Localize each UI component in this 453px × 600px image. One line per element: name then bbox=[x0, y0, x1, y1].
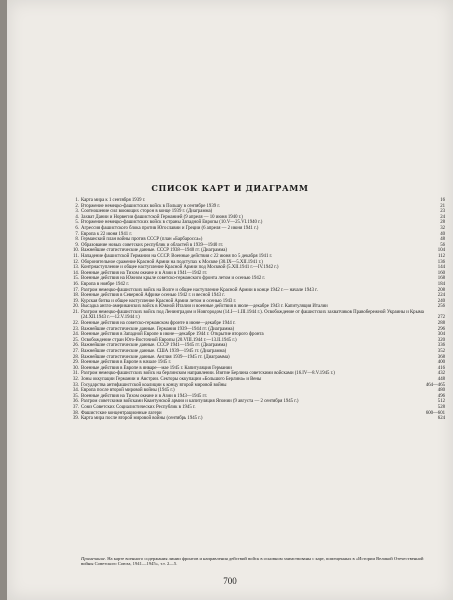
item-title: Зоны оккупации Германии и Австрии. Секторы оккупации «Большого Берлина» и Вены bbox=[81, 377, 262, 382]
item-page: 336 bbox=[437, 343, 445, 349]
item-page: 480 bbox=[437, 388, 445, 394]
item-number: 29. bbox=[73, 360, 79, 366]
item-title: Нападение фашистской Германии на СССР. Военные действия с 22 июня по 5 декабря 1941 г. bbox=[81, 253, 273, 259]
item-title: Образование новых советских республик и областей в 1939—1940 гг. bbox=[81, 242, 224, 248]
item-title: Европа после второй мировой войны (1945 г.) bbox=[81, 388, 175, 394]
item-title: Важнейшие статистические данные. СССР 1941—1945 гг. (Диаграмма) bbox=[81, 343, 227, 349]
item-title: Государства антифашистской коалиции к концу второй мировой войны bbox=[81, 382, 227, 388]
item-page: 304 bbox=[437, 332, 445, 338]
item-title: Европа в ноябре 1942 г. bbox=[81, 281, 130, 287]
item-title: Карта мира после второй мировой войны (сентябрь 1945 г.) bbox=[81, 416, 203, 422]
item-number: 28. bbox=[73, 354, 79, 360]
item-number: 17. bbox=[73, 287, 79, 293]
item-number: 23. bbox=[73, 326, 79, 332]
item-page: 21 bbox=[440, 203, 445, 209]
item-page: 288 bbox=[437, 321, 445, 327]
book-page bbox=[7, 0, 453, 600]
item-title: Германский план войны против СССР (план «Барбаросса») bbox=[81, 237, 203, 243]
item-page: 32 bbox=[440, 225, 445, 231]
item-number: 10. bbox=[73, 248, 79, 254]
item-title: Высадка англо-американских войск в Южной Италии и военные действия в июле—декабре 1943 г. Капитуляция Италии bbox=[81, 304, 328, 310]
item-page: 104 bbox=[437, 248, 445, 254]
item-title: Разгром немецко-фашистских войск на Волге и общее наступление Красной Армии в конце 1942 г.— начале 1943 г. bbox=[81, 287, 318, 293]
item-number: 6. bbox=[75, 225, 79, 231]
item-page: 240 bbox=[437, 298, 445, 304]
item-title: Контрнаступление и общее наступление Красной Армии под Москвой (5.XII.1941 г.—IV.1942 г.) bbox=[81, 265, 279, 271]
item-title: Разгром немецко-фашистских войск под Ленинградом и Новгородом (14.I—1.III.1944 г.). Освобождение от фашистских захватчиков Правобережной Украины и Крыма (24.XII.1943 г.—12.V.1944 г.) bbox=[81, 309, 424, 321]
item-number: 8. bbox=[75, 237, 79, 243]
item-page: 296 bbox=[437, 326, 445, 332]
item-page: 56 bbox=[440, 242, 445, 248]
item-page: 432 bbox=[437, 371, 445, 377]
list-heading: СПИСОК КАРТ И ДИАГРАММ bbox=[151, 183, 309, 193]
item-number: 25. bbox=[73, 337, 79, 343]
item-number: 5. bbox=[75, 220, 79, 226]
item-page: 48 bbox=[440, 237, 445, 243]
item-number: 30. bbox=[73, 365, 79, 371]
item-number: 9. bbox=[75, 242, 79, 248]
footnote bbox=[81, 556, 433, 567]
item-title: Союз Советских Социалистических Республик в 1945 г. bbox=[81, 404, 196, 410]
item-number: 2. bbox=[75, 203, 79, 209]
item-number: 19. bbox=[73, 298, 79, 304]
item-number: 3. bbox=[75, 209, 79, 215]
item-number: 26. bbox=[73, 343, 79, 349]
item-title: Военные действия в Западной Европе в июне—декабре 1944 г. Открытие второго фронта bbox=[81, 332, 264, 338]
item-title: Важнейшие статистические данные. СССР 1938—1940 гг. (Диаграмма) bbox=[81, 248, 227, 254]
item-page: 416 bbox=[437, 365, 445, 371]
item-page: 28 bbox=[440, 220, 445, 226]
item-number: 27. bbox=[73, 349, 79, 355]
item-page: 600—601 bbox=[425, 410, 445, 416]
item-number: 15. bbox=[73, 276, 79, 282]
item-page: 512 bbox=[437, 399, 445, 405]
item-title: Военные действия на советско-германском фронте в июне—декабре 1944 г. bbox=[81, 321, 236, 327]
item-number: 20. bbox=[73, 304, 79, 310]
item-number: 11. bbox=[73, 253, 79, 259]
item-number: 22. bbox=[73, 321, 79, 327]
item-number: 14. bbox=[73, 270, 79, 276]
item-page: 16 bbox=[440, 198, 445, 203]
item-page: 224 bbox=[437, 293, 445, 299]
item-title: Карта мира к 1 сентября 1939 г. bbox=[81, 198, 146, 203]
item-page: 208 bbox=[437, 287, 445, 293]
item-title: Освобождение стран Юго-Восточной Европы (20.VIII.1944 г.—13.II.1945 г.) bbox=[81, 337, 237, 343]
item-page: 40 bbox=[440, 231, 445, 237]
item-page: 368 bbox=[437, 354, 445, 360]
item-number: 7. bbox=[75, 231, 79, 237]
item-title: Военные действия на Тихом океане и в Азии в 1941—1942 гг. bbox=[81, 270, 208, 276]
item-number: 4. bbox=[75, 214, 79, 220]
item-page: 528 bbox=[437, 404, 445, 410]
item-page: 624 bbox=[437, 416, 445, 422]
item-title: Соотношение сил воюющих сторон в конце 1939 г. (Диаграмма) bbox=[81, 209, 213, 215]
item-title: Захват Дании и Норвегии фашистской Германией (9 апреля — 10 июня 1940 г.) bbox=[81, 214, 243, 220]
item-number: 32. bbox=[73, 377, 79, 382]
item-title: Важнейшие статистические данные. Германия 1939—1944 гг. (Диаграмма) bbox=[81, 326, 235, 332]
item-title: Важнейшие статистические данные. Англия 1939—1945 гг. (Диаграмма) bbox=[81, 354, 230, 360]
item-title: Курская битва и общее наступление Красной Армии летом и осенью 1943 г. bbox=[81, 298, 237, 304]
item-number: 38. bbox=[73, 410, 79, 416]
item-number: 1. bbox=[75, 198, 79, 203]
footnote-text: На карте военного содержания линии фронтов и направления действий войск в основном заимствованы с карт, помещенных в «Истории Великой Отечественной войны Советского Союза, 1941—1945», т.т. 2—5. bbox=[81, 556, 424, 567]
item-number: 33. bbox=[73, 382, 79, 388]
item-number: 12. bbox=[73, 259, 79, 265]
item-number: 16. bbox=[73, 281, 79, 287]
item-number: 37. bbox=[73, 404, 79, 410]
item-number: 31. bbox=[73, 371, 79, 377]
item-title: Разгром советскими войсками Квантунской армии и капитуляция Японии (9 августа — 2 сентября 1945 г.) bbox=[81, 399, 299, 405]
item-title: Вторжение немецко-фашистских войск в страны Западной Европы (10.V—25.VI.1940 г.) bbox=[81, 220, 263, 226]
item-title: Военные действия на Тихом океане и в Азии в 1943—1945 гг. bbox=[81, 393, 208, 399]
item-number: 18. bbox=[73, 293, 79, 299]
item-page: 144 bbox=[437, 265, 445, 271]
item-title: Разгром немецко-фашистских войск на берлинском направлении. Взятие Берлина советскими войсками (16.IV—8.V.1945 г.) bbox=[81, 371, 335, 377]
item-title: Вторжение немецко-фашистских войск в Польшу в сентябре 1939 г. bbox=[81, 203, 220, 209]
item-page: 256 bbox=[437, 304, 445, 310]
item-page: 184 bbox=[437, 281, 445, 287]
item-title: Европа к 22 июня 1941 г. bbox=[81, 231, 132, 237]
item-number: 35. bbox=[73, 393, 79, 399]
item-page: 272 bbox=[437, 315, 445, 321]
item-page: 112 bbox=[437, 253, 445, 259]
item-title: Важнейшие статистические данные. США 1939—1945 гг. (Диаграмма) bbox=[81, 349, 227, 355]
list-item bbox=[73, 416, 445, 422]
footnote-lead: Примечание. bbox=[81, 556, 107, 561]
item-title: Военные действия в Северной Африке осенью 1942 г. и весной 1943 г. bbox=[81, 293, 225, 299]
item-page: 464—465 bbox=[425, 382, 445, 388]
item-number: 39. bbox=[73, 416, 79, 422]
item-number: 21. bbox=[73, 309, 79, 315]
item-number: 34. bbox=[73, 388, 79, 394]
item-title: Оборонительное сражение Красной Армии на подступах к Москве (30.IX—5.XII.1941 г.) bbox=[81, 259, 263, 265]
item-page: 160 bbox=[437, 270, 445, 276]
list-item bbox=[73, 309, 445, 321]
item-page: 400 bbox=[437, 360, 445, 366]
item-title: Фашистские концентрационные лагери bbox=[81, 410, 162, 416]
item-page: 136 bbox=[437, 259, 445, 265]
item-title: Военные действия на Южном крыле советско-германского фронта летом и осенью 1942 г. bbox=[81, 276, 266, 282]
item-page: 320 bbox=[437, 337, 445, 343]
item-page: 23 bbox=[440, 209, 445, 215]
item-title: Агрессия фашистского блока против Югославии и Греции (6 апреля — 2 июня 1941 г.) bbox=[81, 225, 259, 231]
item-number: 36. bbox=[73, 399, 79, 405]
item-page: 448 bbox=[437, 377, 445, 382]
maps-and-diagrams-list bbox=[73, 198, 445, 422]
item-number: 13. bbox=[73, 265, 79, 271]
item-page: 168 bbox=[437, 276, 445, 282]
item-page: 24 bbox=[440, 214, 445, 220]
item-page: 352 bbox=[437, 349, 445, 355]
item-number: 24. bbox=[73, 332, 79, 338]
item-title: Военные действия в Европе в январе—мае 1945 г. Капитуляция Германии bbox=[81, 365, 232, 371]
item-title: Военные действия в Европе в начале 1945 г. bbox=[81, 360, 172, 366]
item-page: 496 bbox=[437, 393, 445, 399]
page-number: 700 bbox=[223, 576, 237, 586]
